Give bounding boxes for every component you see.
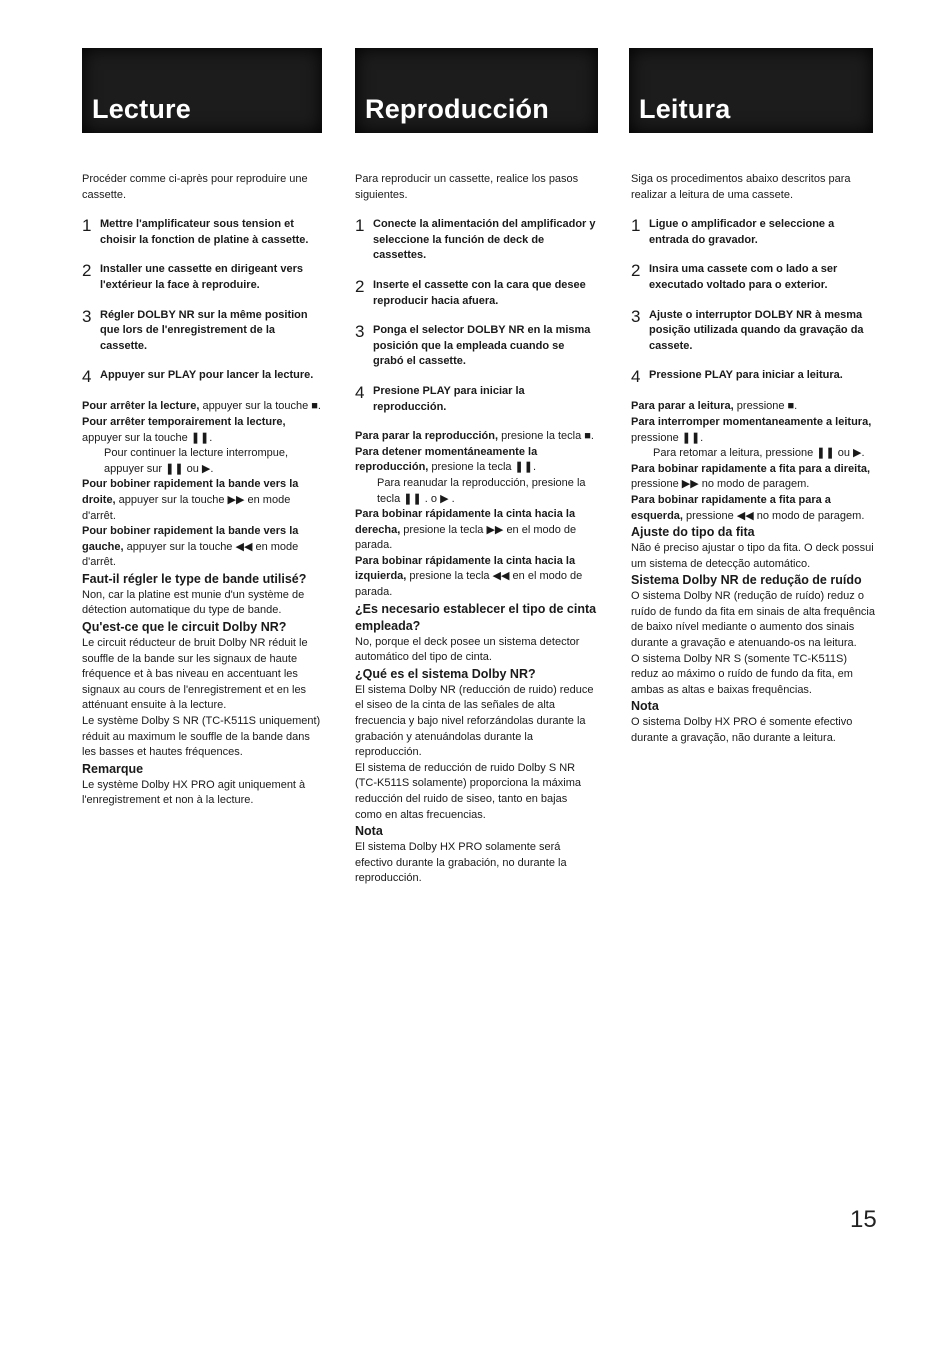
step-number: 3	[631, 306, 641, 326]
pause-instruction: Pour arrêter temporairement la lecture, appuyer sur la touche ❚❚.	[82, 415, 286, 444]
rewind-instruction: Para bobinar rapidamente a fita para a esquerda, pressione ◀◀ no modo de paragem.	[631, 493, 865, 522]
step-number: 1	[355, 216, 365, 236]
section-title-fr: Lecture	[92, 94, 191, 124]
operations-list	[82, 399, 324, 571]
operations-list	[631, 399, 877, 524]
banner-lecture	[82, 48, 322, 133]
stop-instruction: Para parar a leitura, pressione ■.	[631, 400, 798, 413]
paragraph: No, porque el deck posee un sistema detector automático del tipo de cinta.	[355, 635, 580, 664]
step-number: 4	[631, 367, 641, 387]
rewind-instruction: Pour bobiner rapidement la bande vers la gauche, appuyer sur la touche ◀◀ en mode d'arrêt.	[82, 525, 299, 569]
step-text: Ponga el selector DOLBY NR en la misma posición que la empleada cuando se grabó el cassette.	[373, 324, 591, 368]
step	[355, 323, 597, 370]
step-number: 2	[82, 261, 92, 281]
subheading: Nota	[631, 699, 659, 714]
banner-reproduccion	[355, 48, 598, 133]
step-number: 1	[631, 216, 641, 236]
step	[355, 384, 597, 415]
stop-instruction: Pour arrêter la lecture, appuyer sur la touche ■.	[82, 400, 321, 413]
step	[82, 217, 324, 248]
paragraph: Non, car la platine est munie d'un système de détection automatique du type de bande.	[82, 588, 305, 617]
subheading: Faut-il régler le type de bande utilisé?	[82, 571, 307, 586]
paragraph: El sistema de reducción de ruido Dolby S NR (TC-K511S solamente) proporciona la máxima reducción del ruido de siseo, tanto en bajas como en altas frecuencias.	[355, 761, 581, 821]
subheading: Ajuste do tipo da fita	[631, 525, 755, 540]
operations-list	[355, 429, 597, 601]
subheading: ¿Es necesario establecer el tipo de cinta empleada?	[355, 601, 597, 633]
step	[82, 368, 324, 385]
step-text: Inserte el cassette con la cara que desee reproducir hacia afuera.	[373, 278, 586, 307]
stop-instruction: Para parar la reproducción, presione la tecla ■.	[355, 430, 594, 443]
step	[355, 278, 597, 309]
step	[631, 308, 877, 355]
fast-forward-instruction: Para bobinar rápidamente la cinta hacia la derecha, presione la tecla ▶▶ en el modo de parada.	[355, 508, 577, 552]
intro-text: Para reproducir un cassette, realice los pasos siguientes.	[355, 173, 579, 201]
step	[82, 262, 324, 293]
step	[631, 368, 877, 385]
resume-instruction: Pour continuer la lecture interrompue, appuyer sur ❚❚ ou ▶.	[104, 447, 289, 475]
page-number: 15	[850, 1206, 877, 1233]
subheading: ¿Qué es el sistema Dolby NR?	[355, 666, 536, 681]
step	[355, 217, 597, 264]
paragraph: Le système Dolby S NR (TC-K511S uniquement) réduit au maximum le souffle de la bande dans les basses et hautes fréquences.	[82, 715, 321, 759]
fast-forward-instruction: Pour bobiner rapidement la bande vers la droite, appuyer sur la touche ▶▶ en mode d'arrêt.	[82, 478, 299, 522]
resume-instruction: Para reanudar la reproducción, presione la tecla ❚❚ . o ▶ .	[377, 476, 586, 505]
paragraph: Le circuit réducteur de bruit Dolby NR réduit le souffle de la bande sur les signaux de haute fréquence et à bas niveau en accentuant les signaux au cours de l'enregistrement et en les atténuant ensuite à la lecture.	[82, 637, 308, 712]
paragraph: O sistema Dolby HX PRO é somente efectivo durante a gravação, não durante a leitura.	[631, 716, 853, 745]
paragraph: El sistema Dolby NR (reducción de ruido) reduce el siseo de la cinta de las señales de alta frecuencia y bajo nivel reforzándolas durante la grabación y atenuándolas durante la reproducción.	[355, 683, 594, 759]
paragraph: O sistema Dolby NR (redução de ruído) reduz o ruído de fundo da fita em sinais de alta frequência de baixo nível mediante o aumento dos sinais durante a gravação e atenuando-os na leitura.	[631, 590, 875, 650]
step-text: Mettre l'amplificateur sous tension et choisir la fonction de platine à cassette.	[100, 218, 309, 246]
step-number: 3	[82, 306, 92, 326]
step-text: Ajuste o interruptor DOLBY NR à mesma posição utilizada quando da gravação da cassete.	[649, 308, 864, 352]
step-text: Conecte la alimentación del amplificador y seleccione la función de deck de cassettes.	[373, 218, 596, 262]
section-title-es: Reproducción	[365, 94, 549, 124]
subheading: Remarque	[82, 761, 144, 776]
step-number: 4	[355, 382, 365, 402]
step-text: Pressione PLAY para iniciar a leitura.	[649, 369, 843, 382]
step	[631, 217, 877, 248]
intro-text: Procéder comme ci-après pour reproduire une cassette.	[82, 173, 308, 201]
step-text: Installer une cassette en dirigeant vers l'extérieur la face à reproduire.	[100, 263, 303, 291]
section-title-pt: Leitura	[639, 94, 731, 124]
step-number: 1	[82, 216, 92, 236]
pause-instruction: Para detener momentáneamente la reproducción, presione la tecla ❚❚.	[355, 445, 538, 474]
step-text: Régler DOLBY NR sur la même position que lors de l'enregistrement de la cassette.	[100, 308, 308, 352]
column-french	[82, 172, 324, 809]
step-number: 2	[631, 261, 641, 281]
step-number: 3	[355, 322, 365, 342]
subheading: Sistema Dolby NR de redução de ruído	[631, 573, 862, 588]
paragraph: O sistema Dolby NR S (somente TC-K511S) reduz ao máximo o ruído de fundo da fita, em ambas as altas e baixas frequências.	[631, 652, 853, 696]
step-number: 4	[82, 367, 92, 387]
subheading: Qu'est-ce que le circuit Dolby NR?	[82, 620, 287, 635]
step	[82, 308, 324, 355]
step-text: Insira uma cassete com o lado a ser executado voltado para o exterior.	[649, 263, 838, 291]
step	[631, 262, 877, 293]
subheading: Nota	[355, 824, 383, 839]
step-number: 2	[355, 276, 365, 296]
step-text: Appuyer sur PLAY pour lancer la lecture.	[100, 369, 314, 382]
pause-instruction: Para interromper momentaneamente a leitura, pressione ❚❚.	[631, 415, 872, 444]
step-text: Ligue o amplificador e seleccione a entrada do gravador.	[649, 218, 835, 246]
paragraph: Não é preciso ajustar o tipo da fita. O deck possui um sistema de detecção automático.	[631, 542, 874, 570]
step-text: Presione PLAY para iniciar la reproducción.	[373, 384, 525, 413]
fast-forward-instruction: Para bobinar rapidamente a fita para a direita, pressione ▶▶ no modo de paragem.	[631, 462, 871, 491]
banner-leitura	[629, 48, 873, 133]
resume-instruction: Para retomar a leitura, pressione ❚❚ ou ▶.	[653, 447, 865, 460]
paragraph: Le système Dolby HX PRO agit uniquement à l'enregistrement et non à la lecture.	[82, 778, 306, 807]
column-portuguese	[631, 172, 877, 747]
column-spanish	[355, 172, 597, 887]
rewind-instruction: Para bobinar rápidamente la cinta hacia la izquierda, presione la tecla ◀◀ en el modo de parada.	[355, 554, 583, 599]
paragraph: El sistema Dolby HX PRO solamente será efectivo durante la grabación, no durante la reproducción.	[355, 841, 567, 885]
intro-text: Siga os procedimentos abaixo descritos para realizar a leitura de uma cassete.	[631, 173, 851, 201]
